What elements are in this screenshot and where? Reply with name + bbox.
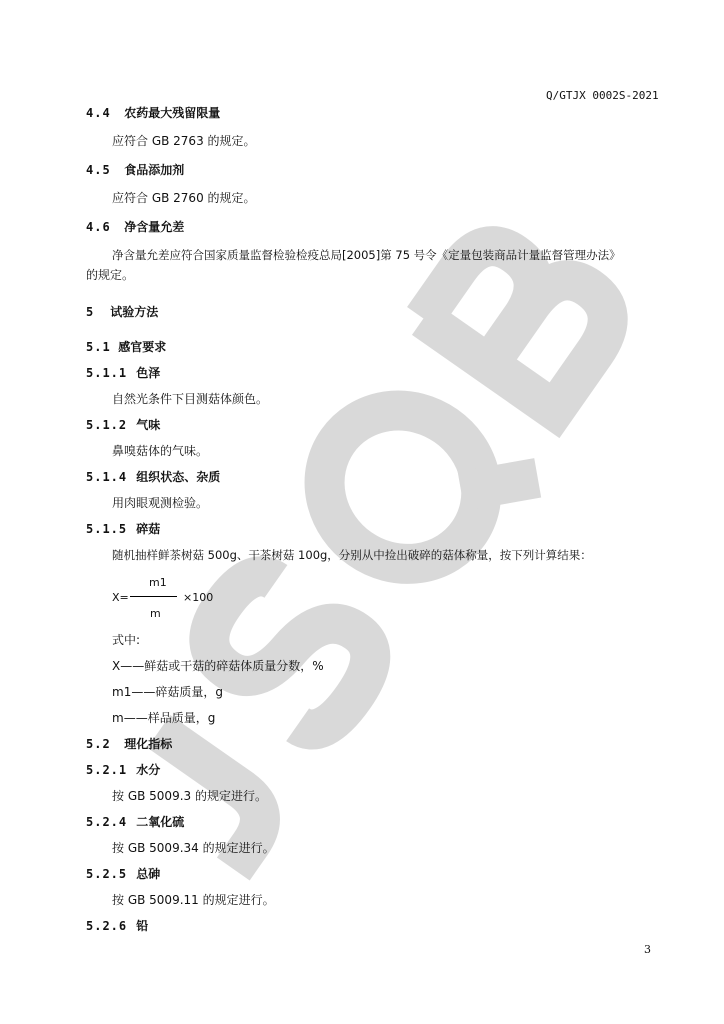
section-4-5-heading	[86, 163, 184, 177]
section-title: 水分	[136, 763, 161, 777]
formula-lhs: X=	[112, 591, 129, 604]
section-number: 5.2	[86, 737, 111, 751]
section-4-6-heading	[86, 220, 184, 234]
section-number: 5.1.5	[86, 522, 128, 536]
section-5-2-6-heading	[86, 919, 148, 933]
section-5-1-1-body: 自然光条件下目测菇体颜色。	[112, 392, 269, 406]
section-5-1-4-body: 用肉眼观测检验。	[112, 496, 209, 510]
section-title: 碎菇	[136, 522, 161, 536]
section-number: 4.6	[86, 220, 111, 234]
section-number: 5.2.4	[86, 815, 128, 829]
section-number: 5.2.5	[86, 867, 128, 881]
where-intro: 式中:	[112, 633, 141, 647]
where-m1-definition: m1——碎菇质量，g	[112, 685, 223, 699]
section-title: 组织状态、杂质	[136, 470, 221, 484]
section-number: 5.2.6	[86, 919, 128, 933]
section-5-1-5-body: 随机抽样鲜茶树菇 500g、干茶树菇 100g，分别从中捡出破碎的菇体称量，按下列计算结果：	[112, 548, 592, 562]
section-title: 农药最大残留限量	[124, 106, 221, 120]
section-4-4-heading	[86, 106, 220, 120]
section-5-1-1-heading	[86, 366, 160, 380]
section-number: 5.2.1	[86, 763, 128, 777]
section-4-6-body-line2: 的规定。	[86, 268, 135, 282]
formula-rhs: ×100	[183, 591, 214, 604]
section-number: 4.5	[86, 163, 111, 177]
formula-denominator: m	[150, 607, 161, 620]
section-title: 净含量允差	[124, 220, 185, 234]
section-5-2-5-heading	[86, 867, 160, 881]
section-title: 试验方法	[110, 305, 159, 319]
section-5-heading	[86, 305, 158, 319]
where-x-definition: X——鲜菇或干菇的碎菇体质量分数，%	[112, 659, 324, 673]
section-5-1-heading	[86, 340, 166, 354]
section-number: 5.1.2	[86, 418, 128, 432]
section-title: 铅	[136, 919, 149, 933]
section-number: 5.1.4	[86, 470, 128, 484]
section-4-6-body-line1: 净含量允差应符合国家质量监督检验检疫总局[2005]第 75 号令《定量包装商品计量监督管理办法》	[112, 248, 621, 262]
section-number: 5.1.1	[86, 366, 128, 380]
section-title: 理化指标	[124, 737, 173, 751]
section-title: 感官要求	[118, 340, 167, 354]
where-m-definition: m——样品质量，g	[112, 711, 216, 725]
formula-numerator: m1	[149, 576, 167, 589]
section-5-2-4-heading	[86, 815, 184, 829]
section-5-2-heading	[86, 737, 172, 751]
section-number: 4.4	[86, 106, 111, 120]
section-5-1-4-heading	[86, 470, 220, 484]
document-code: Q/GTJX 0002S-2021	[546, 89, 659, 102]
section-5-1-2-heading	[86, 418, 160, 432]
formula-fraction-bar	[130, 596, 177, 597]
section-5-2-5-body: 按 GB 5009.11 的规定进行。	[112, 893, 275, 907]
section-5-1-2-body: 鼻嗅菇体的气味。	[112, 444, 209, 458]
section-5-2-1-heading	[86, 763, 160, 777]
section-5-2-1-body: 按 GB 5009.3 的规定进行。	[112, 789, 267, 803]
section-title: 色泽	[136, 366, 161, 380]
section-title: 二氧化硫	[136, 815, 185, 829]
page-number: 3	[644, 943, 651, 956]
section-title: 总砷	[136, 867, 161, 881]
section-number: 5.1	[86, 340, 111, 354]
section-5-2-4-body: 按 GB 5009.34 的规定进行。	[112, 841, 275, 855]
section-5-1-5-heading	[86, 522, 160, 536]
section-title: 食品添加剂	[124, 163, 185, 177]
section-title: 气味	[136, 418, 161, 432]
section-number: 5	[86, 305, 95, 319]
section-4-5-body: 应符合 GB 2760 的规定。	[112, 191, 256, 205]
section-4-4-body: 应符合 GB 2763 的规定。	[112, 134, 256, 148]
